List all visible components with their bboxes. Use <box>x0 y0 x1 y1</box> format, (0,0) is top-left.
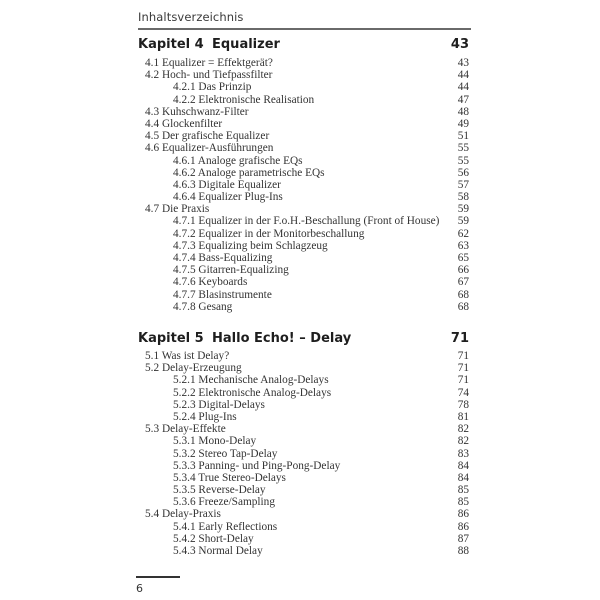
toc-entry <box>138 94 471 106</box>
chapter-heading-4 <box>138 37 471 57</box>
toc-entry-label: 5.3.5 Reverse-Delay <box>173 484 266 497</box>
toc-entry-label: 5.1 Was ist Delay? <box>145 350 230 362</box>
toc-entry-label: 4.7.6 Keyboards <box>173 276 248 289</box>
toc-entry <box>138 472 471 484</box>
toc-entry <box>138 179 471 191</box>
toc-entry-label: 4.5 Der grafische Equalizer <box>145 130 270 143</box>
chapter-4-entries <box>138 57 471 313</box>
toc-entry <box>138 130 471 142</box>
toc-entry <box>138 301 471 313</box>
toc-entry-label: 5.3.4 True Stereo-Delays <box>173 471 286 484</box>
toc-entry <box>138 57 471 69</box>
toc-entry-page: 86 <box>457 520 469 533</box>
toc-entry <box>138 508 471 520</box>
toc-entry <box>138 435 471 447</box>
toc-entry <box>138 142 471 154</box>
toc-entry-page: 74 <box>457 386 469 399</box>
toc-entry-page: 86 <box>457 508 469 521</box>
toc-entry <box>138 399 471 411</box>
toc-entry <box>138 387 471 399</box>
toc-entry-page: 63 <box>457 239 469 252</box>
chapter-heading-5 <box>138 331 471 351</box>
toc-entry-page: 82 <box>457 423 469 436</box>
toc-entry <box>138 276 471 288</box>
toc-entry <box>138 533 471 545</box>
toc-entry <box>138 496 471 508</box>
toc-entry <box>138 484 471 496</box>
chapter-page: 71 <box>450 331 469 346</box>
toc-entry <box>138 374 471 386</box>
toc-entry-label: 4.2.1 Das Prinzip <box>173 81 252 94</box>
toc-entry-label: 4.6.1 Analoge grafische EQs <box>173 154 303 167</box>
toc-entry <box>138 228 471 240</box>
toc-entry-label: 5.3.3 Panning- und Ping-Pong-Delay <box>173 459 341 472</box>
toc-entry-label: 4.2.2 Elektronische Realisation <box>173 93 315 106</box>
toc-entry-label: 4.7.3 Equalizing beim Schlagzeug <box>173 239 328 252</box>
toc-entry-page: 84 <box>457 459 469 472</box>
toc-entry-label: 5.4 Delay-Praxis <box>145 508 221 521</box>
toc-entry-label: 4.6.2 Analoge parametrische EQs <box>173 166 325 179</box>
chapter-number: Kapitel 4 <box>138 37 204 52</box>
toc-entry <box>138 350 471 362</box>
toc-entry-page: 49 <box>457 117 469 130</box>
toc-entry-page: 59 <box>457 203 469 216</box>
toc-entry-page: 66 <box>457 264 469 277</box>
toc-entry <box>138 545 471 557</box>
toc-entry <box>138 215 471 227</box>
toc-entry-page: 71 <box>457 374 469 387</box>
toc-entry-label: 4.7.2 Equalizer in der Monitorbeschallung <box>173 227 365 240</box>
toc-entry-page: 81 <box>457 410 469 423</box>
toc-entry <box>138 167 471 179</box>
toc-entry <box>138 252 471 264</box>
toc-entry-label: 5.2.4 Plug-Ins <box>173 410 237 423</box>
toc-entry-page: 68 <box>457 300 469 313</box>
toc-entry <box>138 448 471 460</box>
toc-entry-page: 82 <box>457 435 469 448</box>
toc-entry-page: 71 <box>457 350 469 362</box>
chapter-title: Hallo Echo! – Delay <box>212 331 352 346</box>
chapter-page: 43 <box>450 37 469 52</box>
toc-entry-label: 4.4 Glockenfilter <box>145 117 223 130</box>
toc-entry-label: 5.2 Delay-Erzeugung <box>145 362 242 375</box>
toc-entry-label: 5.3.6 Freeze/Sampling <box>173 496 275 509</box>
toc-entry-page: 44 <box>457 81 469 94</box>
toc-entry <box>138 264 471 276</box>
toc-entry-label: 5.2.1 Mechanische Analog-Delays <box>173 374 329 387</box>
toc-entry-page: 43 <box>457 57 469 69</box>
toc-entry <box>138 240 471 252</box>
toc-entry <box>138 69 471 81</box>
toc-entry <box>138 411 471 423</box>
running-head: Inhaltsverzeichnis <box>138 10 244 24</box>
toc-entry-label: 5.4.3 Normal Delay <box>173 545 263 557</box>
toc-entry-label: 5.4.2 Short-Delay <box>173 532 254 545</box>
toc-entry-page: 68 <box>457 288 469 301</box>
toc-entry-label: 4.6.3 Digitale Equalizer <box>173 178 281 191</box>
footer-rule <box>136 576 180 578</box>
toc-entry <box>138 106 471 118</box>
toc-entry-page: 87 <box>457 532 469 545</box>
toc-entry-page: 59 <box>457 215 469 228</box>
chapter-number: Kapitel 5 <box>138 331 204 346</box>
toc-entry-page: 71 <box>457 362 469 375</box>
header-rule <box>138 28 471 30</box>
toc-entry-page: 44 <box>457 69 469 82</box>
toc-entry-label: 5.3.1 Mono-Delay <box>173 435 257 448</box>
toc-entry-page: 47 <box>457 93 469 106</box>
toc-entry <box>138 81 471 93</box>
toc-entry-page: 67 <box>457 276 469 289</box>
toc-entry-label: 5.4.1 Early Reflections <box>173 520 278 533</box>
toc-entry <box>138 203 471 215</box>
toc-entry-page: 55 <box>457 142 469 155</box>
toc-entry-label: 4.3 Kuhschwanz-Filter <box>145 105 249 118</box>
toc-entry-label: 4.7.1 Equalizer in der F.o.H.-Beschallung (Front of House) <box>173 215 440 228</box>
toc-entry-page: 57 <box>457 178 469 191</box>
toc-entry-page: 78 <box>457 398 469 411</box>
toc-entry <box>138 460 471 472</box>
toc-entry-page: 55 <box>457 154 469 167</box>
toc-entry <box>138 118 471 130</box>
toc-entry-page: 65 <box>457 252 469 264</box>
toc-entry-page: 58 <box>457 191 469 204</box>
toc-entry-page: 85 <box>457 496 469 509</box>
toc-entry-label: 4.2 Hoch- und Tiefpassfilter <box>145 69 273 82</box>
toc-entry-page: 56 <box>457 166 469 179</box>
toc-entry-label: 4.7.7 Blasinstrumente <box>173 288 272 301</box>
toc-entry <box>138 155 471 167</box>
toc-entry <box>138 423 471 435</box>
toc-entry <box>138 191 471 203</box>
toc-entry-label: 4.6 Equalizer-Ausführungen <box>145 142 274 155</box>
toc-entry-page: 88 <box>457 545 469 557</box>
toc-entry-label: 5.3.2 Stereo Tap-Delay <box>173 447 278 460</box>
toc-entry-page: 85 <box>457 484 469 497</box>
toc-entry-label: 4.7.8 Gesang <box>173 300 233 313</box>
toc-entry-page: 62 <box>457 227 469 240</box>
chapter-5-entries <box>138 350 471 557</box>
toc-entry-label: 4.1 Equalizer = Effektgerät? <box>145 57 273 69</box>
toc-entry <box>138 289 471 301</box>
toc-entry <box>138 521 471 533</box>
toc-entry-label: 5.2.3 Digital-Delays <box>173 398 265 411</box>
toc-entry-label: 4.7.4 Bass-Equalizing <box>173 252 273 264</box>
toc-entry-label: 4.7.5 Gitarren-Equalizing <box>173 264 289 277</box>
toc-entry <box>138 362 471 374</box>
toc-entry-label: 5.2.2 Elektronische Analog-Delays <box>173 386 332 399</box>
toc-entry-page: 83 <box>457 447 469 460</box>
toc-entry-label: 4.6.4 Equalizer Plug-Ins <box>173 191 283 204</box>
page-number: 6 <box>136 582 143 595</box>
chapter-title: Equalizer <box>212 37 280 52</box>
toc-entry-page: 51 <box>457 130 469 143</box>
toc-entry-page: 84 <box>457 471 469 484</box>
toc-entry-label: 5.3 Delay-Effekte <box>145 423 226 436</box>
toc-entry-label: 4.7 Die Praxis <box>145 203 210 216</box>
toc-entry-page: 48 <box>457 105 469 118</box>
